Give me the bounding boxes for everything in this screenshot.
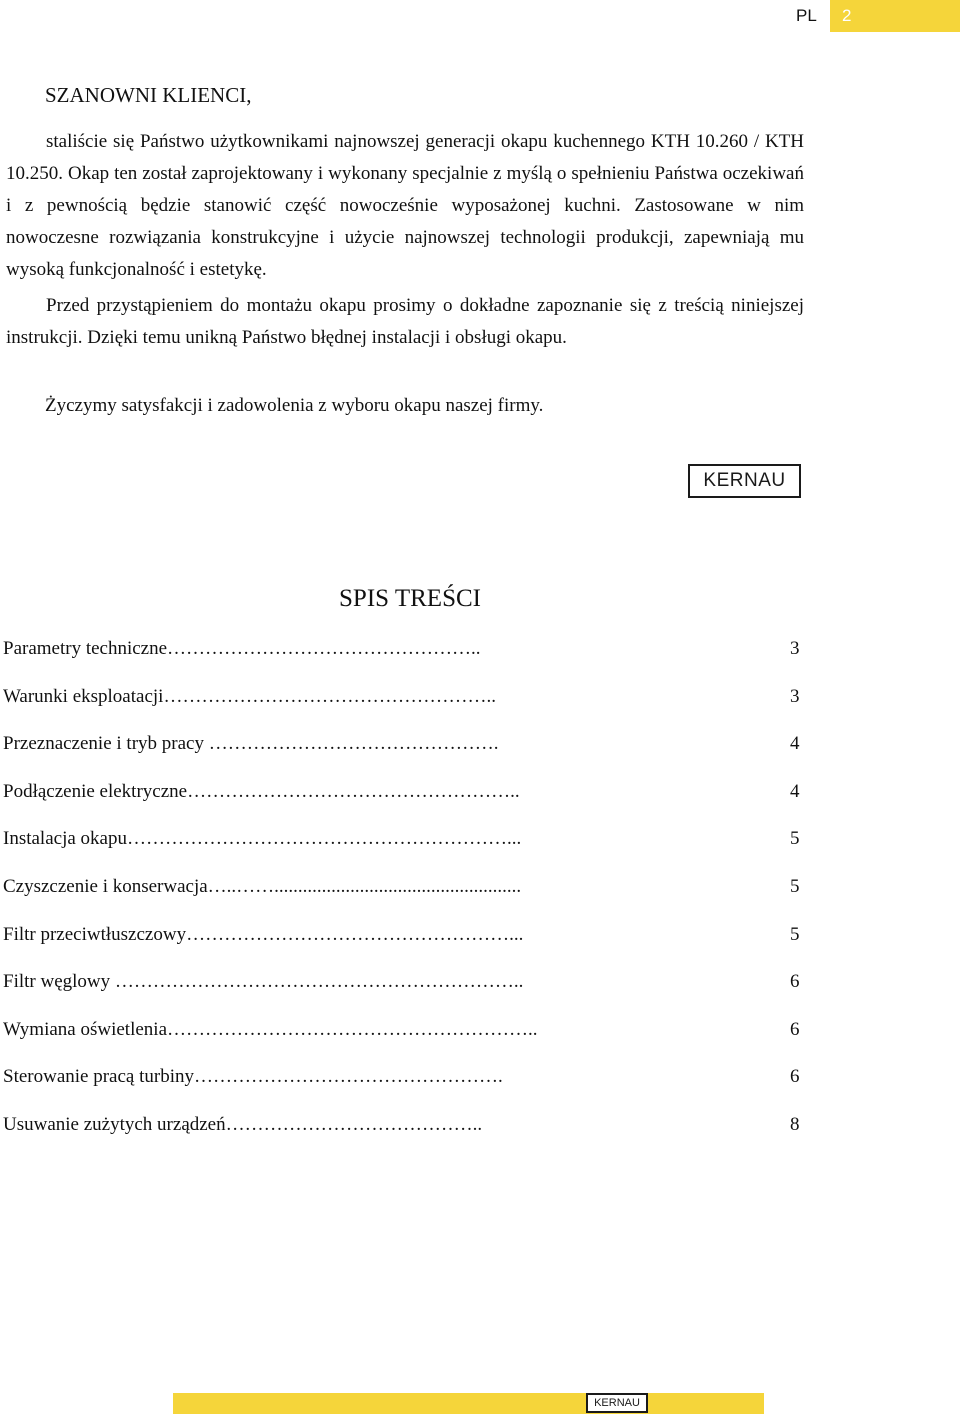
toc-title: SPIS TREŚCI: [339, 585, 481, 612]
toc-entry-page: 6: [790, 1066, 800, 1088]
toc-entry-label: Sterowanie pracą turbiny………………………………………….: [3, 1066, 503, 1088]
toc-entry-label: Filtr przeciwtłuszczowy……………………………………………...: [3, 923, 524, 945]
toc-entry-label: Parametry techniczne…………………………………………..: [3, 638, 481, 659]
toc-entry-label: Instalacja okapu……………………………………………………...: [3, 828, 522, 850]
toc-entry[interactable]: [3, 872, 803, 920]
toc-entry-page: 4: [790, 733, 800, 755]
toc-entry[interactable]: [3, 824, 803, 872]
toc-entry[interactable]: [3, 682, 803, 730]
toc-entry-page: 3: [790, 638, 800, 659]
toc-entry[interactable]: [3, 1015, 803, 1063]
toc-entry-page: 6: [790, 1018, 800, 1040]
toc-entry-page: 5: [790, 875, 800, 897]
footer-kernau-logo: KERNAU: [586, 1393, 648, 1413]
toc-entry-label: Wymiana oświetlenia…………………………………………………..: [3, 1018, 538, 1040]
toc-entry-label: Warunki eksploatacji……………………………………………..: [3, 685, 496, 707]
toc-entry[interactable]: [3, 967, 803, 1015]
toc-entry-label: Przeznaczenie i tryb pracy ……………………………………….: [3, 733, 499, 755]
toc-entry-page: 3: [790, 685, 800, 707]
toc-entry-page: 5: [790, 828, 800, 850]
toc-entry[interactable]: [3, 920, 803, 968]
table-of-contents: [3, 634, 803, 1158]
kernau-logo: KERNAU: [688, 464, 801, 498]
toc-entry[interactable]: [3, 777, 803, 825]
toc-entry-label: Filtr węglowy ………………………………………………………..: [3, 971, 524, 993]
intro-paragraph: staliście się Państwo użytkownikami najnowszej generacji okapu kuchennego KTH 10.260 / KTH 10.250. Okap ten został zaprojektowany i wykonany specjalnie z myślą o spełnieniu Państwa oczekiwań i z pewnością będzie stanowić część nowocześnie wyposażonej kuchni. Zastosowane w nim nowoczesne rozwiązania konstrukcyjne i użycie najnowszej technologii produkcji, zapewniają mu wysoką funkcjonalność i estetykę.: [6, 131, 804, 280]
toc-entry-label: Podłączenie elektryczne……………………………………………..: [3, 780, 520, 802]
toc-entry[interactable]: [3, 729, 803, 777]
closing-wish: Życzymy satysfakcji i zadowolenia z wyboru okapu naszej firmy.: [45, 395, 544, 416]
toc-entry[interactable]: [3, 1062, 803, 1110]
toc-entry-page: 6: [790, 971, 800, 993]
page-number-badge: 2: [830, 0, 960, 32]
toc-entry-label: Usuwanie zużytych urządzeń…………………………………..: [3, 1113, 483, 1135]
toc-entry[interactable]: [3, 634, 803, 682]
language-label: PL: [796, 6, 817, 25]
greeting-heading: SZANOWNI KLIENCI,: [45, 83, 252, 107]
toc-entry[interactable]: [3, 1110, 803, 1158]
toc-entry-page: 5: [790, 923, 800, 945]
instruction-paragraph: Przed przystąpieniem do montażu okapu prosimy o dokładne zapoznanie się z treścią niniejszej instrukcji. Dzięki temu unikną Państwo błędnej instalacji i obsługi okapu.: [6, 295, 804, 348]
toc-entry-page: 8: [790, 1113, 800, 1135]
footer-accent-bar: [173, 1393, 764, 1414]
toc-entry-label: Czyszczenie i konserwacja…..……....................................................: [3, 875, 522, 897]
toc-entry-page: 4: [790, 780, 800, 802]
